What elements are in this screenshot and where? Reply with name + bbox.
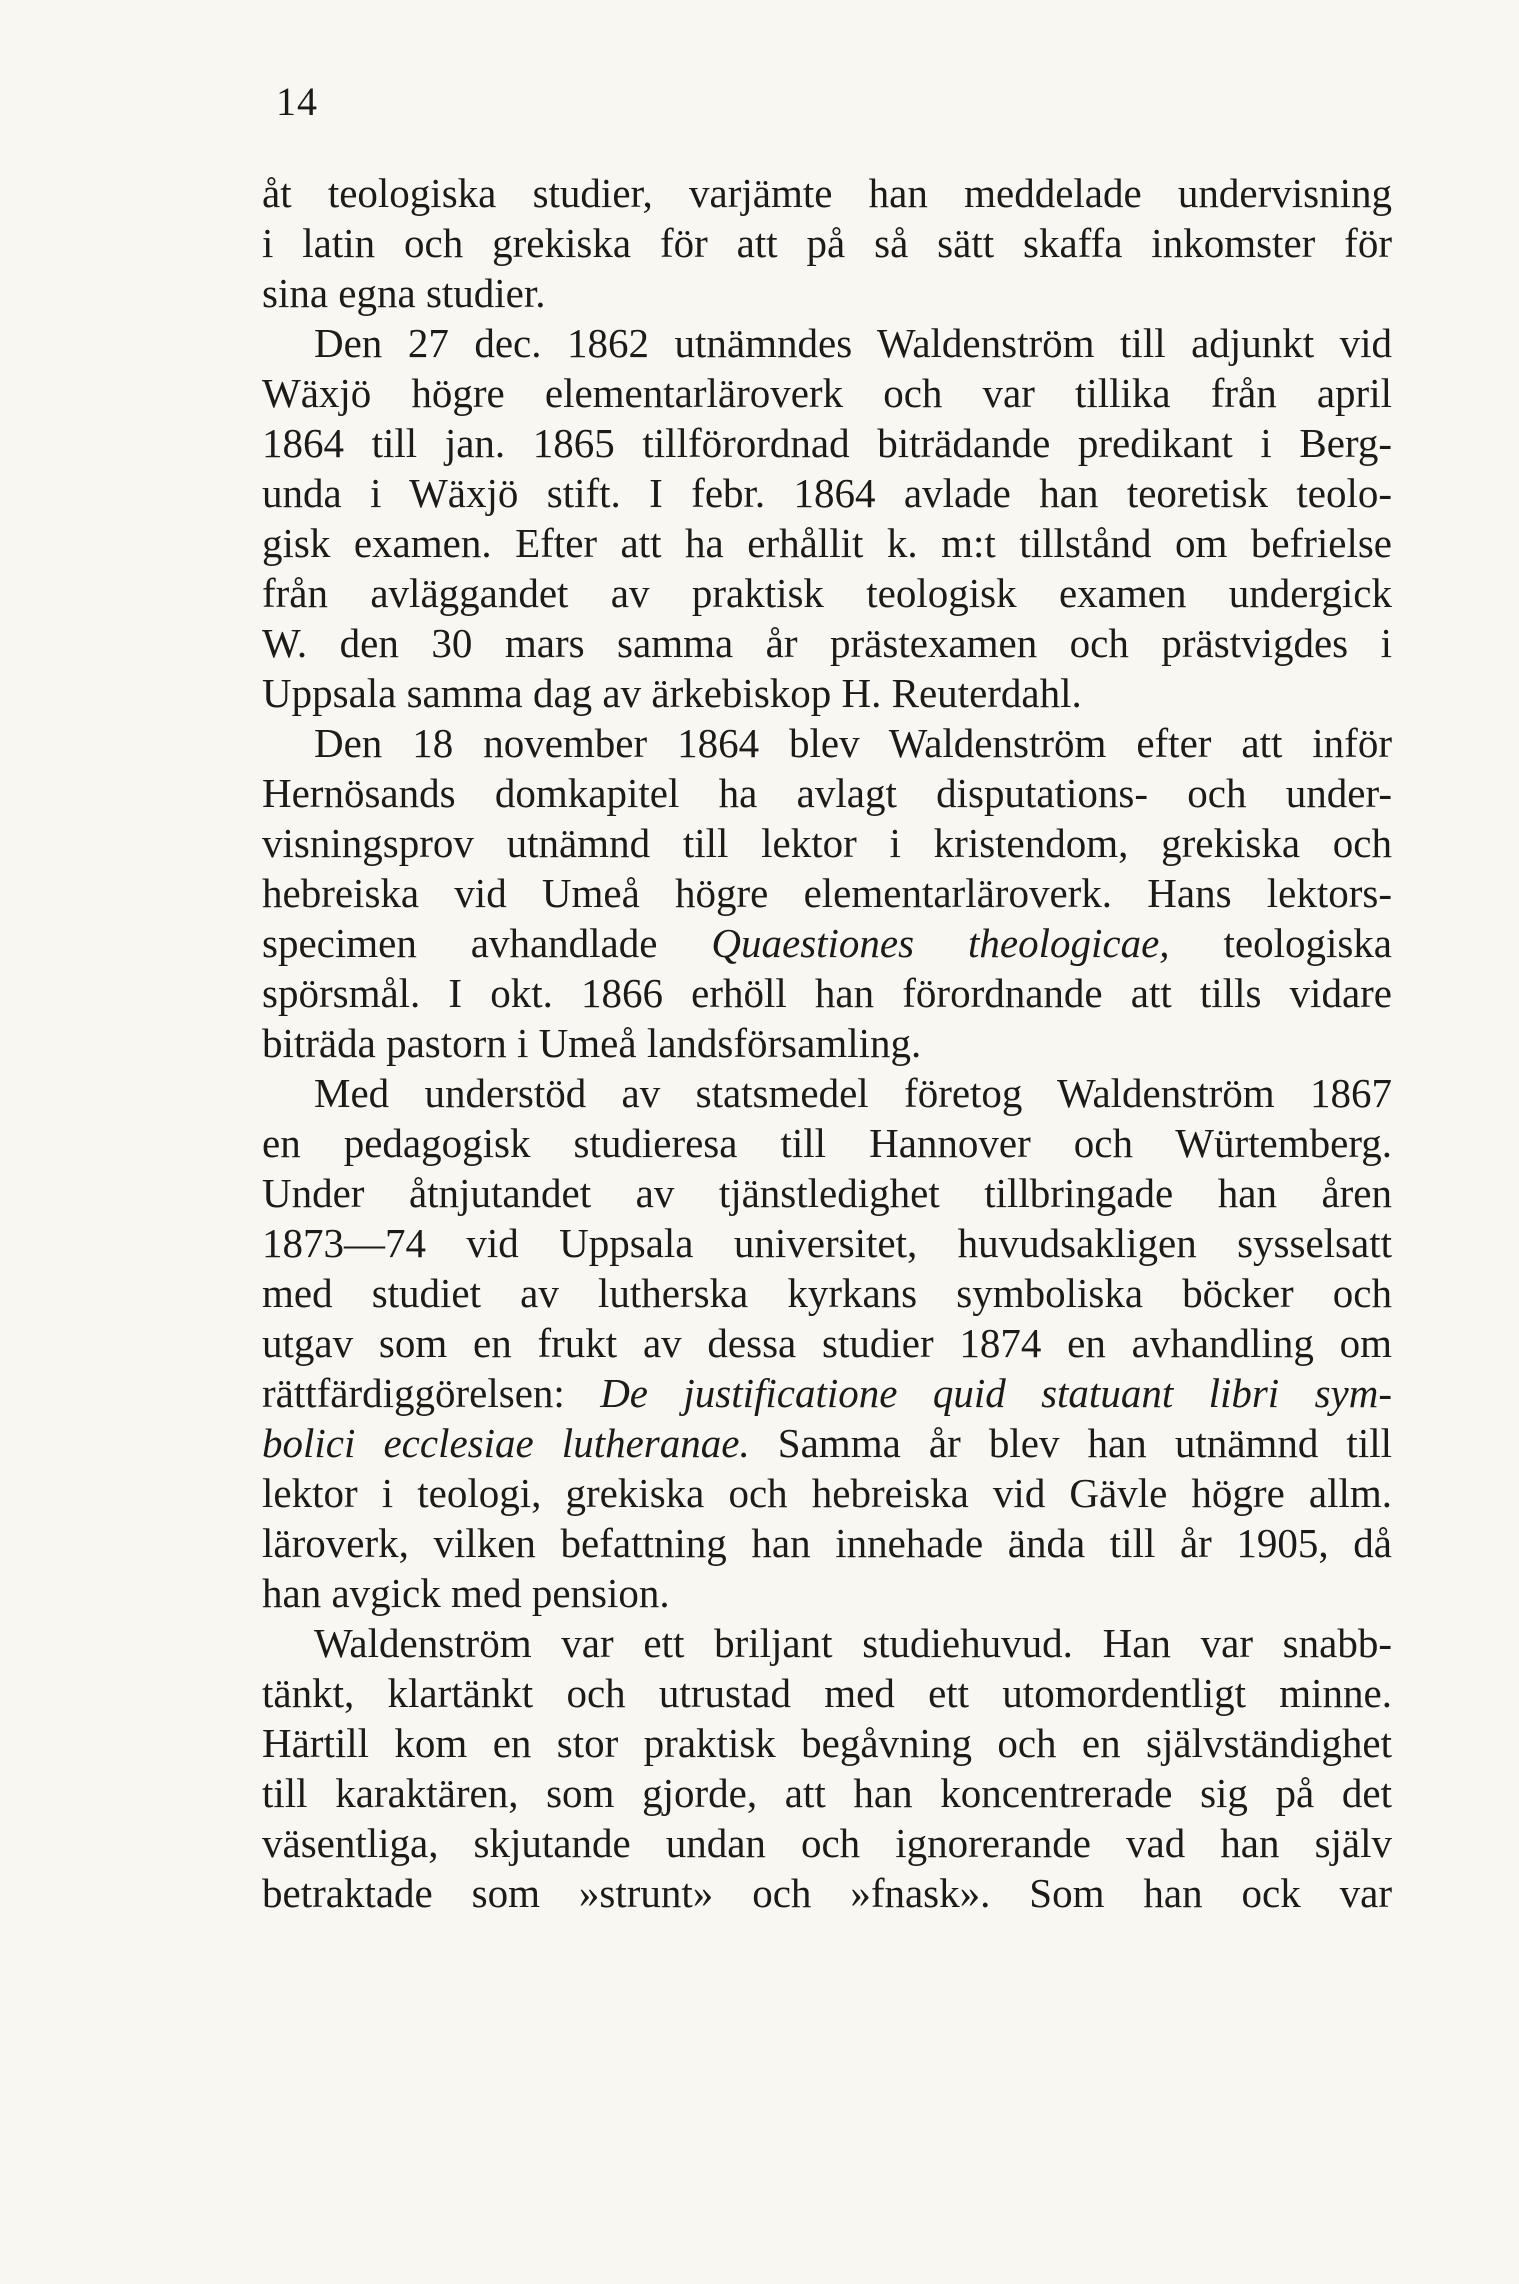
text-line: Med understöd av statsmedel företog Waldenström 1867 [314,1070,1392,1116]
text-run: teologiska [1169,920,1393,966]
text-line: Härtill kom en stor praktisk begåvning och en självständighet [262,1720,1392,1766]
body-text [262,168,1392,1918]
text-line: Den 18 november 1864 blev Waldenström efter att inför [314,720,1392,766]
text-run: Samma år blev han utnämnd till [749,1420,1392,1466]
text-line: en pedagogisk studieresa till Hannover och Würtemberg. [262,1120,1392,1166]
text-line: gisk examen. Efter att ha erhållit k. m:t tillstånd om befrielse [262,520,1392,566]
italic-title: Quaestiones theologicae, [711,920,1170,966]
text-line: tänkt, klartänkt och utrustad med ett utomordentligt minne. [262,1670,1392,1716]
italic-title: bolici ecclesiae lutheranae. [262,1420,750,1466]
italic-title: De justificatione quid statuant libri sym- [600,1370,1392,1416]
page-number: 14 [276,79,318,124]
text-line: biträda pastorn i Umeå landsförsamling. [262,1020,922,1066]
text-line [262,1418,1392,1468]
text-line: med studiet av lutherska kyrkans symboliska böcker och [262,1270,1392,1316]
text-line: 1864 till jan. 1865 tillförordnad biträdande predikant i Berg- [262,420,1392,466]
text-line: hebreiska vid Umeå högre elementarläroverk. Hans lektors- [262,870,1392,916]
text-line: Den 27 dec. 1862 utnämndes Waldenström till adjunkt vid [314,320,1392,366]
text-run: specimen avhandlade [262,920,712,966]
text-line: 1873—74 vid Uppsala universitet, huvudsakligen sysselsatt [262,1220,1392,1266]
text-line: Hernösands domkapitel ha avlagt disputations- och under- [262,770,1392,816]
text-line [262,918,1392,968]
text-line: han avgick med pension. [262,1570,670,1616]
text-line: unda i Wäxjö stift. I febr. 1864 avlade han teoretisk teolo- [262,470,1392,516]
text-line: väsentliga, skjutande undan och ignorerande vad han själv [262,1820,1392,1866]
text-line: Wäxjö högre elementarläroverk och var tillika från april [262,370,1392,416]
text-line: läroverk, vilken befattning han innehade ända till år 1905, då [262,1520,1392,1566]
text-line: W. den 30 mars samma år prästexamen och prästvigdes i [262,620,1392,666]
text-line: betraktade som »strunt» och »fnask». Som han ock var [262,1870,1392,1916]
text-line: visningsprov utnämnd till lektor i kristendom, grekiska och [262,820,1392,866]
text-run: rättfärdiggörelsen: [262,1370,601,1416]
text-line: åt teologiska studier, varjämte han meddelade undervisning [262,170,1392,216]
text-line: Under åtnjutandet av tjänstledighet tillbringade han åren [262,1170,1392,1216]
text-line: Uppsala samma dag av ärkebiskop H. Reuterdahl. [262,670,1082,716]
text-line: i latin och grekiska för att på så sätt skaffa inkomster för [262,220,1392,266]
text-line: Waldenström var ett briljant studiehuvud. Han var snabb- [314,1620,1392,1666]
text-line: lektor i teologi, grekiska och hebreiska vid Gävle högre allm. [262,1470,1392,1516]
text-line: utgav som en frukt av dessa studier 1874 en avhandling om [262,1320,1392,1366]
text-line: till karaktären, som gjorde, att han koncentrerade sig på det [262,1770,1392,1816]
text-line: sina egna studier. [262,270,546,316]
text-line [262,1368,1392,1418]
text-line: spörsmål. I okt. 1866 erhöll han förordnande att tills vidare [262,970,1392,1016]
text-line: från avläggandet av praktisk teologisk examen undergick [262,570,1392,616]
